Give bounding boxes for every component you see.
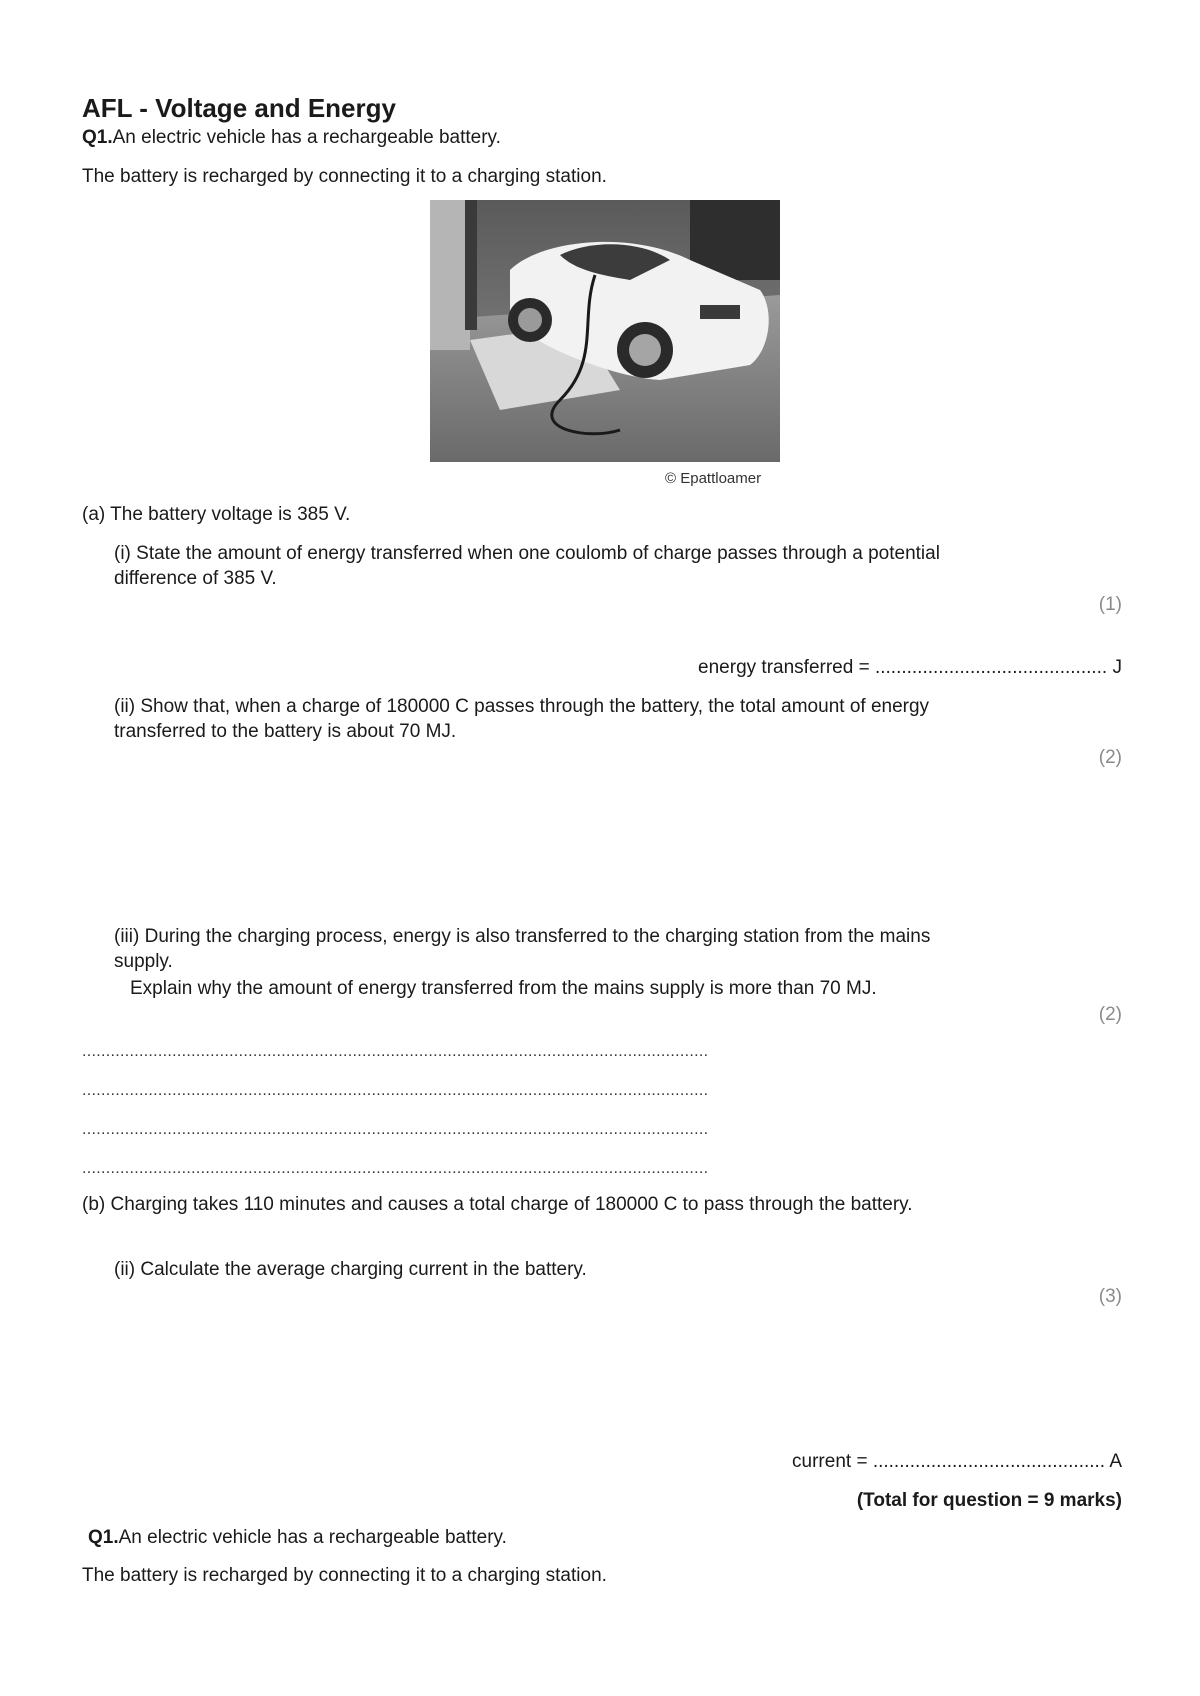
- answer-line-4[interactable]: ....................................................................................................................................: [82, 1160, 709, 1177]
- part-a-iii-line1: (iii) During the charging process, energy is also transferred to the charging station from the mains: [114, 926, 931, 947]
- question-text: An electric vehicle has a rechargeable battery.: [112, 127, 501, 148]
- part-a-iii-marks: (2): [1098, 1004, 1122, 1025]
- current-answer-line[interactable]: current = ............................................ A: [792, 1451, 1122, 1472]
- part-a-ii-line1: (ii) Show that, when a charge of 180000 C passes through the battery, the total amount of energy: [114, 696, 930, 717]
- question-number-repeat: Q1.: [88, 1527, 119, 1548]
- part-a-iii-line2: supply.: [114, 951, 173, 972]
- answer-line-3[interactable]: ....................................................................................................................................: [82, 1121, 709, 1138]
- question-text-repeat: An electric vehicle has a rechargeable battery.: [118, 1527, 507, 1548]
- answer-line-1[interactable]: ....................................................................................................................................: [82, 1043, 709, 1060]
- part-a-i-marks: (1): [1098, 594, 1122, 615]
- answer-line-2[interactable]: ....................................................................................................................................: [82, 1082, 709, 1099]
- part-b-ii-marks: (3): [1098, 1286, 1122, 1307]
- question-number: Q1.: [82, 127, 113, 148]
- total-marks: (Total for question = 9 marks): [856, 1490, 1122, 1511]
- question-intro: [82, 126, 501, 150]
- question-context-repeat: The battery is recharged by connecting it to a charging station.: [82, 1565, 607, 1586]
- part-a-stem: (a) The battery voltage is 385 V.: [82, 504, 351, 525]
- part-a-ii-line2: transferred to the battery is about 70 MJ.: [114, 721, 457, 742]
- question-context: The battery is recharged by connecting it to a charging station.: [82, 166, 607, 187]
- photo-credit: © Epattloamer: [665, 470, 762, 487]
- part-a-i-line2: difference of 385 V.: [114, 568, 277, 589]
- part-a-iii-line3: Explain why the amount of energy transferred from the mains supply is more than 70 MJ.: [130, 978, 877, 999]
- question-intro-repeat: [88, 1526, 507, 1550]
- page-title: AFL - Voltage and Energy: [82, 93, 396, 123]
- part-b-stem: (b) Charging takes 110 minutes and causes a total charge of 180000 C to pass through the battery.: [82, 1194, 913, 1215]
- energy-answer-line[interactable]: energy transferred = ............................................ J: [698, 657, 1122, 678]
- part-b-ii-line: (ii) Calculate the average charging current in the battery.: [114, 1259, 587, 1280]
- part-a-ii-marks: (2): [1098, 747, 1122, 768]
- part-a-i-line1: (i) State the amount of energy transferred when one coulomb of charge passes through a potential: [114, 543, 940, 564]
- car-photo-drawing: [430, 200, 780, 462]
- car-charging-photo: [430, 200, 780, 462]
